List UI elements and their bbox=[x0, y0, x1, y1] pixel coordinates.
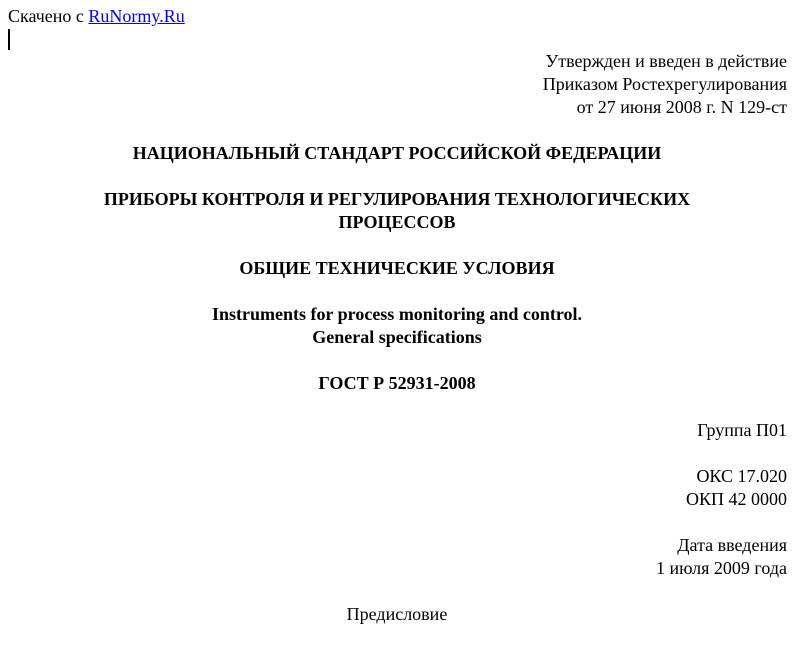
approval-line-2: Приказом Ростехрегулирования bbox=[542, 74, 787, 94]
subtitle-heading: ОБЩИЕ ТЕХНИЧЕСКИЕ УСЛОВИЯ bbox=[239, 258, 555, 278]
approval-line-3: от 27 июня 2008 г. N 129-ст bbox=[576, 97, 787, 117]
oks-code: ОКС 17.020 bbox=[696, 466, 787, 486]
english-title-line-1: Instruments for process monitoring and control. bbox=[211, 304, 582, 324]
effective-date-value: 1 июля 2009 года bbox=[656, 558, 787, 578]
preface-heading: Предисловие bbox=[346, 604, 448, 624]
source-link[interactable]: RuNormy.Ru bbox=[88, 6, 185, 26]
okp-code: ОКП 42 0000 bbox=[685, 489, 787, 509]
group-code: Группа П01 bbox=[697, 420, 787, 440]
subject-heading-line-1: ПРИБОРЫ КОНТРОЛЯ И РЕГУЛИРОВАНИЯ ТЕХНОЛОГИЧЕСКИХ bbox=[103, 189, 691, 209]
english-title-line-2: General specifications bbox=[312, 327, 482, 347]
download-source-line bbox=[8, 5, 185, 28]
standard-type-heading: НАЦИОНАЛЬНЫЙ СТАНДАРТ РОССИЙСКОЙ ФЕДЕРАЦИИ bbox=[132, 143, 662, 163]
gost-number: ГОСТ Р 52931-2008 bbox=[318, 373, 476, 393]
subject-heading-line-2: ПРОЦЕССОВ bbox=[338, 212, 456, 232]
text-cursor bbox=[8, 29, 10, 50]
approval-line-1: Утвержден и введен в действие bbox=[545, 51, 787, 71]
effective-date-label: Дата введения bbox=[677, 535, 787, 555]
download-prefix: Скачено с bbox=[8, 6, 84, 26]
